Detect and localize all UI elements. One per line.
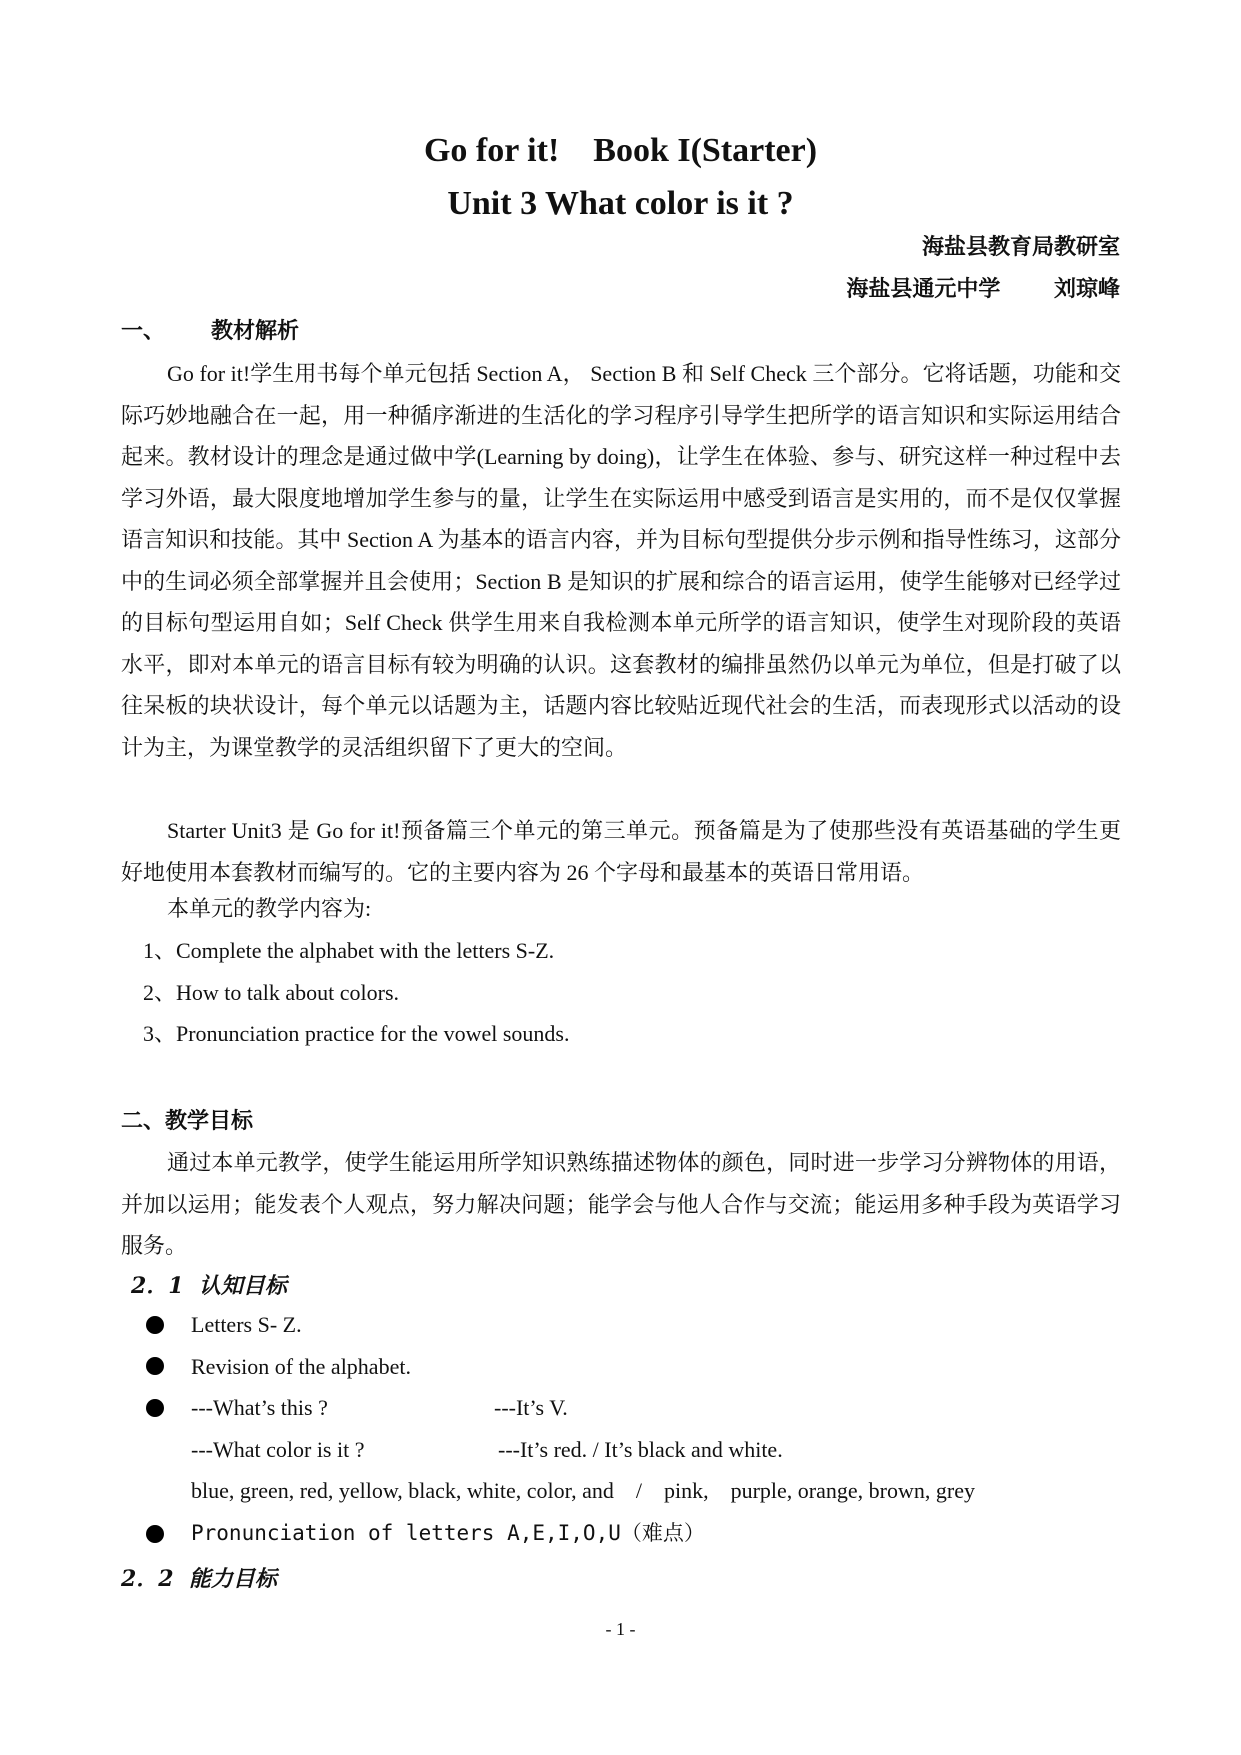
author-school-name: 海盐县通元中学 刘琼峰 bbox=[846, 277, 1120, 302]
section1-paragraph-1: Go for it!学生用书每个单元包括 Section A， Section B 和 Self Check 三个部分。它将话题，功能和交际巧妙地融合在一起，用一种循序渐进的生活化的学习程序引导学生把所学的语言知识和实际运用结合起来。教材设计的理念是通过做中学(Learning by doing)，让学生在体验、参与、研究这样一种过程中去学习外语，最大限度地增加学生参与的量，让学生在实际运用中感受到语言是实用的，而不是仅仅掌握语言知识和技能。其中 Section A 为基本的语言内容，并为目标句型提供分步示例和指导性练习，这部分中的生词必须全部掌握并且会使用；Section B 是知识的扩展和综合的语言运用，使学生能够对已经学过的目标句型运用自如；Self Check 供学生用来自我检测本单元所学的语言知识，使学生对现阶段的英语水平，即对本单元的语言目标有较为明确的认识。这套教材的编排虽然仍以单元为单位，但是打破了以往呆板的块状设计，每个单元以话题为主，话题内容比较贴近现代社会的生活，而表现形式以活动的设计为主，为课堂教学的灵活组织留下了更大的空间。 bbox=[121, 361, 1121, 760]
author-org: 海盐县教育局教研室 bbox=[921, 235, 1120, 260]
dialogue-answer-1: ---It’s V. bbox=[494, 1395, 568, 1420]
content-item-3: 3、Pronunciation practice for the vowel sounds. bbox=[143, 1021, 570, 1046]
bullet-icon bbox=[146, 1316, 164, 1334]
dialogue-question-2: ---What color is it ? bbox=[191, 1437, 365, 1462]
bullet-icon bbox=[146, 1357, 164, 1375]
section2-heading: 二、教学目标 bbox=[121, 1109, 254, 1134]
bullet-icon bbox=[146, 1525, 164, 1543]
subheading-cognitive-goals: 2．1 认知目标 bbox=[131, 1273, 287, 1299]
dialogue-answer-2: ---It’s red. / It’s black and white. bbox=[498, 1437, 783, 1462]
content-item-2: 2、How to talk about colors. bbox=[143, 980, 400, 1005]
dialogue-question-1: ---What’s this ? bbox=[191, 1395, 328, 1420]
title-line-1: Go for it! Book I(Starter) bbox=[423, 132, 818, 169]
vocabulary-list: blue, green, red, yellow, black, white, color, and / pink, purple, orange, brown, grey bbox=[191, 1478, 975, 1503]
section1-paragraph-2: Starter Unit3 是 Go for it!预备篇三个单元的第三单元。预备篇是为了使那些没有英语基础的学生更好地使用本套教材而编写的。它的主要内容为 26 个字母和最基本的英语日常用语。 bbox=[121, 818, 1121, 885]
section1-heading: 一、 教材解析 bbox=[121, 319, 299, 344]
content-intro: 本单元的教学内容为: bbox=[167, 896, 372, 921]
goal-revision: Revision of the alphabet. bbox=[191, 1354, 411, 1379]
section2-paragraph: 通过本单元教学，使学生能运用所学知识熟练描述物体的颜色，同时进一步学习分辨物体的用语，并加以运用；能发表个人观点，努力解决问题；能学会与他人合作与交流；能运用多种手段为英语学习服务。 bbox=[121, 1150, 1121, 1258]
title-line-2: Unit 3 What color is it ? bbox=[447, 185, 794, 222]
subheading-ability-goals: 2．2 能力目标 bbox=[121, 1566, 277, 1592]
content-item-1: 1、Complete the alphabet with the letters S-Z. bbox=[143, 938, 555, 963]
goal-letters: Letters S- Z. bbox=[191, 1312, 302, 1337]
page-number: - 1 - bbox=[605, 1619, 636, 1639]
goal-pronunciation: Pronunciation of letters A,E,I,O,U（难点） bbox=[191, 1521, 705, 1545]
bullet-icon bbox=[146, 1399, 164, 1417]
